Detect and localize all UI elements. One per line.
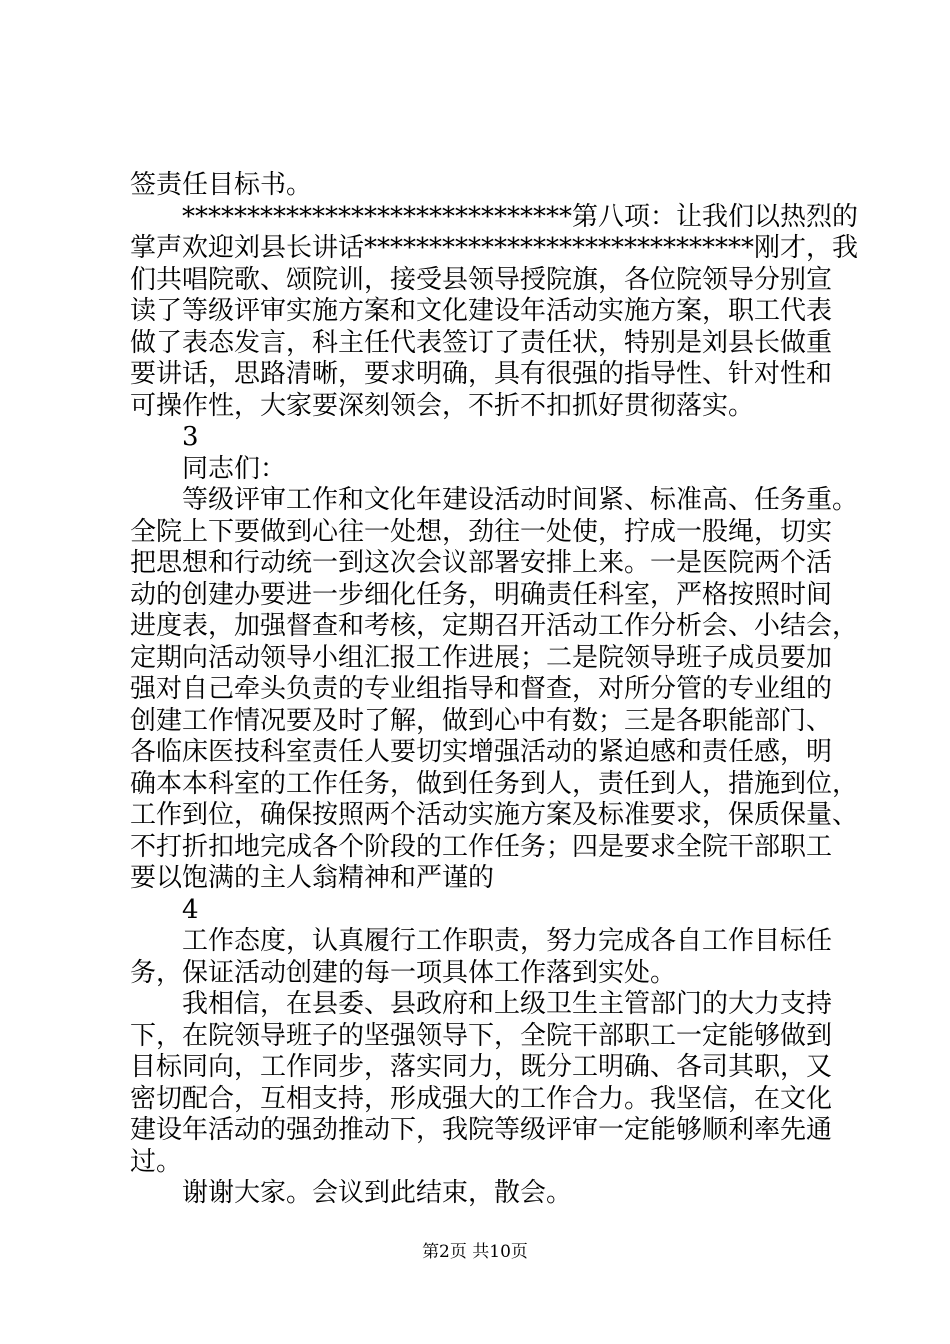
text-line: 过。 (130, 1146, 183, 1177)
page-number-marker: 4 (130, 894, 199, 925)
text-line: 签责任目标书。 (130, 170, 313, 200)
text-line: 进度表，加强督查和考核，定期召开活动工作分析会、小结会， (130, 611, 859, 641)
text-line: 要讲话，思路清晰，要求明确，具有很强的指导性、针对性和 (130, 359, 833, 389)
salutation: 同志们： (130, 453, 287, 484)
text-line: 们共唱院歌、颂院训，接受县领导授院旗，各位院领导分别宣 (130, 264, 833, 295)
text-line: 把思想和行动统一到这次会议部署安排上来。一是医院两个活 (130, 548, 833, 578)
text-line: 密切配合，互相支持，形成强大的工作合力。我坚信，在文化 (130, 1083, 833, 1114)
page-footer: 第2页 共10页 (422, 1242, 528, 1262)
text-line: 工作到位，确保按照两个活动实施方案及标准要求，保质保量、 (130, 800, 859, 830)
text-line: 全院上下要做到心往一处想，劲往一处使，拧成一股绳，切实 (130, 516, 833, 547)
text-line: 定期向活动领导小组汇报工作进展；二是院领导班子成员要加 (130, 642, 833, 673)
text-line: 强对自己牵头负责的专业组指导和督查，对所分管的专业组的 (130, 674, 833, 704)
text-line: 目标同向，工作同步，落实同力，既分工明确、各司其职，又 (130, 1052, 833, 1082)
text-line: 掌声欢迎刘县长讲话******************************刚才，我 (130, 233, 859, 263)
text-line: 要以饱满的主人翁精神和严谨的 (130, 863, 495, 893)
page-number-marker: 3 (130, 422, 199, 452)
text-line: 等级评审工作和文化年建设活动时间紧、标准高、任务重。 (130, 485, 859, 515)
text-line: 可操作性，大家要深刻领会，不折不扣抓好贯彻落实。 (130, 390, 755, 421)
text-line: 不打折扣地完成各个阶段的工作任务；四是要求全院干部职工 (130, 831, 833, 862)
text-line: 动的创建办要进一步细化任务，明确责任科室，严格按照时间 (130, 579, 833, 610)
text-line: 做了表态发言，科主任代表签订了责任状，特别是刘县长做重 (130, 327, 833, 358)
text-line: 读了等级评审实施方案和文化建设年活动实施方案，职工代表 (130, 296, 833, 326)
text-line: 下，在院领导班子的坚强领导下，全院干部职工一定能够做到 (130, 1020, 833, 1051)
text-line: 确本本科室的工作任务，做到任务到人，责任到人，措施到位， (130, 768, 859, 799)
text-line: 我相信，在县委、县政府和上级卫生主管部门的大力支持 (130, 989, 833, 1019)
text-line: 建设年活动的强劲推动下，我院等级评审一定能够顺利率先通 (130, 1115, 833, 1145)
text-line: 务，保证活动创建的每一项具体工作落到实处。 (130, 957, 677, 988)
text-line: 创建工作情况要及时了解，做到心中有数；三是各职能部门、 (130, 705, 833, 736)
text-line: 各临床医技科室责任人要切实增强活动的紧迫感和责任感，明 (130, 737, 833, 767)
text-line: ******************************第八项：让我们以热烈的 (130, 201, 859, 232)
closing-line: 谢谢大家。会议到此结束，散会。 (130, 1178, 573, 1208)
text-line: 工作态度，认真履行工作职责，努力完成各自工作目标任 (130, 926, 833, 956)
